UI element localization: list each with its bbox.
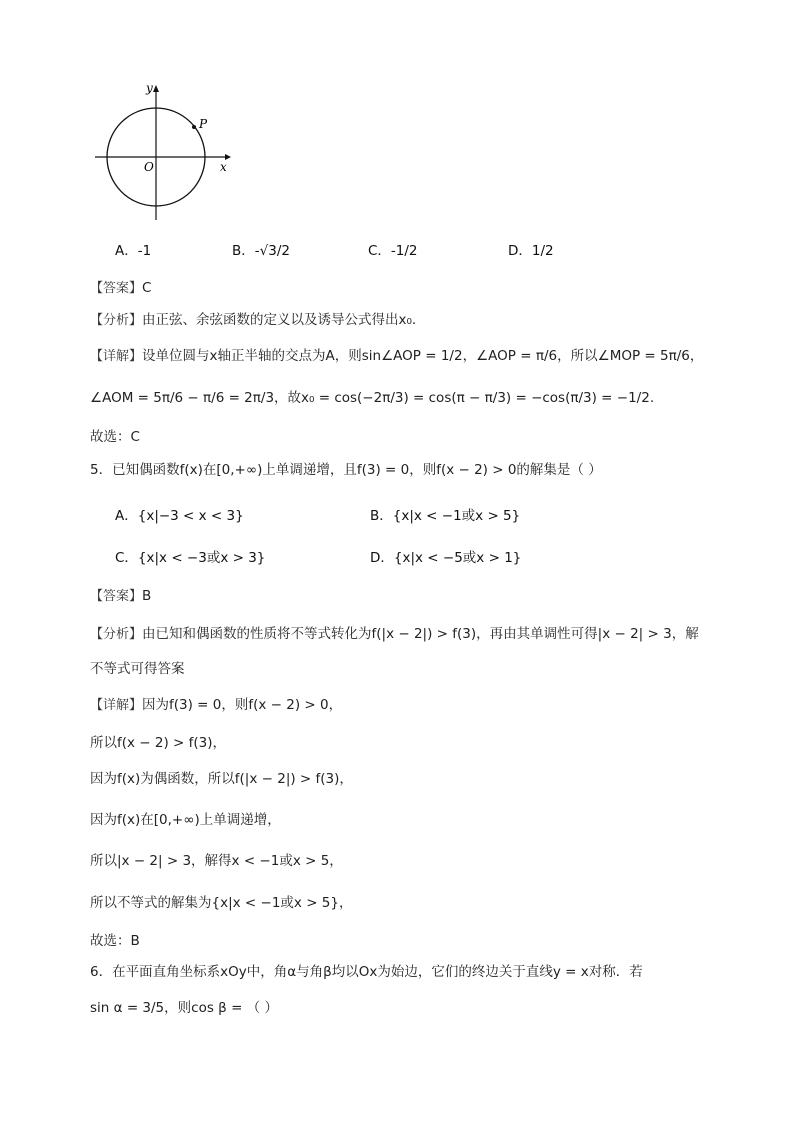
answer-tag: 【答案】: [90, 589, 143, 604]
detail-text: 设单位圆与x轴正半轴的交点为A，则sin∠AOP = 1/2，∠AOP = π/6，所以∠MOP = 5π/6，: [142, 348, 704, 364]
y-axis-arrow-icon: [153, 85, 159, 92]
q4-analysis: [90, 308, 416, 328]
analysis-text: 由正弦、余弦函数的定义以及诱导公式得出x₀.: [142, 312, 417, 328]
detail-tag: 【详解】: [90, 698, 143, 713]
analysis-tag: 【分析】: [90, 313, 143, 328]
q4-conclusion: 故选：C: [90, 429, 140, 445]
q5-option-b: B．{x|x < −1或x > 5}: [370, 508, 521, 524]
q5-option-c: C．{x|x < −3或x > 3}: [115, 550, 266, 566]
analysis-tag: 【分析】: [90, 627, 143, 642]
q5-detail-step: 所以不等式的解集为{x|x < −1或x > 5}，: [90, 895, 353, 911]
detail-step: 因为f(3) = 0，则f(x − 2) > 0，: [142, 697, 343, 713]
q5-analysis-line1: [90, 622, 699, 642]
q4-detail-line2: ∠AOM = 5π/6 − π/6 = 2π/3，故x₀ = cos(−2π/3) = cos(π − π/3) = −cos(π/3) = −1/2.: [90, 390, 655, 406]
q4-option-b: B．-√3/2: [232, 243, 290, 259]
answer-value: C: [142, 280, 152, 296]
unit-circle-figure: [90, 80, 240, 225]
x-axis-label: x: [220, 160, 227, 174]
answer-value: B: [142, 588, 152, 604]
point-p-dot: [192, 125, 196, 129]
q5-stem: 5．已知偶函数f(x)在[0,+∞)上单调递增，且f(3) = 0，则f(x − 2) > 0的解集是（ ）: [90, 462, 602, 478]
q5-detail-step: 因为f(x)为偶函数，所以f(|x − 2|) > f(3)，: [90, 771, 353, 787]
q4-option-a: A．-1: [115, 243, 152, 259]
q5-detail-step: 所以|x − 2| > 3，解得x < −1或x > 5，: [90, 853, 343, 869]
q6-stem-line1: 6．在平面直角坐标系xOy中，角α与角β均以Ox为始边，它们的终边关于直线y = x对称．若: [90, 964, 643, 980]
detail-tag: 【详解】: [90, 349, 143, 364]
q5-detail-line1: [90, 693, 342, 713]
point-p-label: P: [199, 117, 208, 131]
q4-option-c: C．-1/2: [368, 243, 418, 259]
answer-tag: 【答案】: [90, 281, 143, 296]
q6-stem-line2: sin α = 3/5，则cos β = （ ）: [90, 1000, 278, 1016]
origin-label: O: [144, 160, 154, 174]
q5-detail-step: 所以f(x − 2) > f(3)，: [90, 735, 227, 751]
q4-answer: [90, 277, 151, 296]
q5-option-a: A．{x|−3 < x < 3}: [115, 508, 244, 524]
q5-answer: [90, 585, 151, 604]
q5-detail-step: 因为f(x)在[0,+∞)上单调递增，: [90, 812, 281, 828]
q4-option-d: D．1/2: [508, 243, 554, 259]
q5-conclusion: 故选：B: [90, 933, 140, 949]
q4-detail-line1: [90, 344, 703, 364]
y-axis-label: y: [146, 81, 153, 95]
q5-option-d: D．{x|x < −5或x > 1}: [370, 550, 522, 566]
q5-analysis-line2: 不等式可得答案: [90, 661, 185, 677]
analysis-text: 由已知和偶函数的性质将不等式转化为f(|x − 2|) > f(3)，再由其单调性可得|x − 2| > 3，解: [142, 626, 699, 642]
